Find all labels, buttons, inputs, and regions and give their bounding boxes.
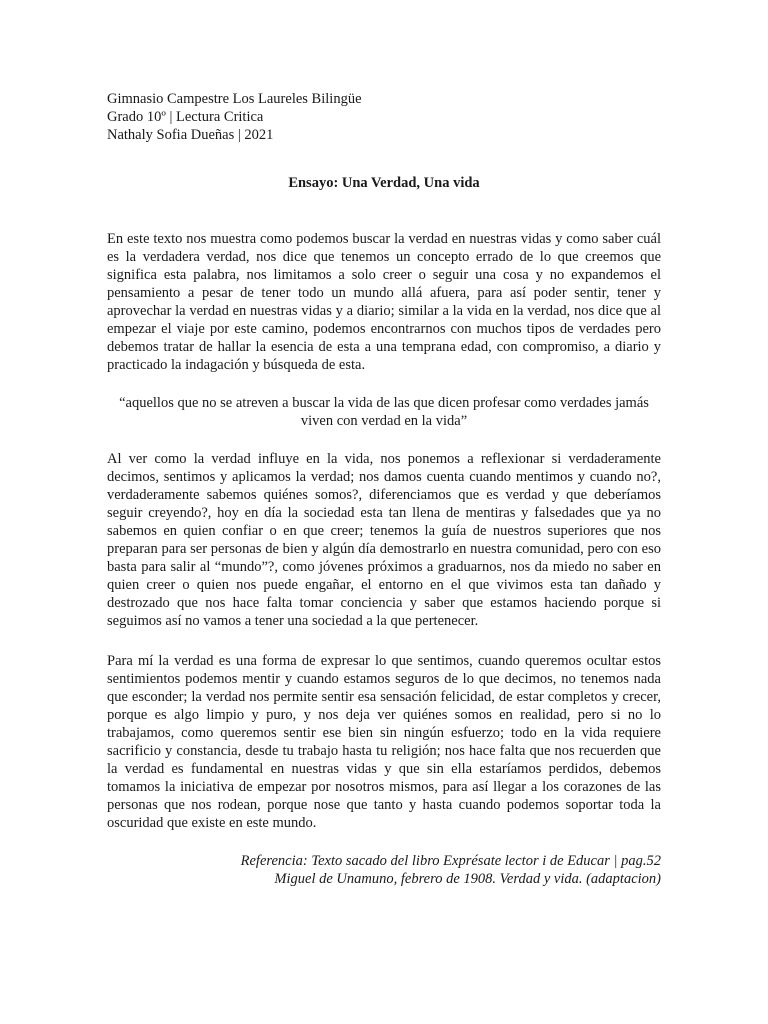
school-name: Gimnasio Campestre Los Laureles Bilingüe: [107, 91, 362, 107]
grade-line: Grado 10º | Lectura Critica: [107, 109, 264, 125]
reference-line-1: Referencia: Texto sacado del libro Exprésate lector i de Educar | pag.52: [240, 853, 661, 869]
reference: [107, 852, 661, 888]
paragraph-1: En este texto nos muestra como podemos buscar la verdad en nuestras vidas y como saber cuál es la verdadera verdad, nos dice que tenemos un concepto errado de lo que creemos que significa esta palabra, nos limitamos a solo creer o seguir una cosa y no expandemos el pensamiento a pesar de tener todo un mundo allá afuera, para así poder sentir, tener y aprovechar la verdad en nuestras vidas y a diario; similar a la vida en la verdad, nos dice que al empezar el viaje por este camino, podemos encontrarnos con muchos tipos de verdades pero debemos tratar de hallar la esencia de esta a una temprana edad, con compromiso, a diario y practicado la indagación y búsqueda de esta.: [107, 231, 661, 373]
quote: “aquellos que no se atreven a buscar la vida de las que dicen profesar como verdades jamás viven con verdad en la vida”: [119, 395, 649, 429]
reference-line-2: Miguel de Unamuno, febrero de 1908. Verdad y vida. (adaptacion): [274, 871, 661, 887]
paragraph-2: Al ver como la verdad influye en la vida, nos ponemos a reflexionar si verdaderamente decimos, sentimos y aplicamos la verdad; nos damos cuenta cuando mentimos y cuando no?, verdaderamente sabemos quiénes somos?, diferenciamos que es verdad y que deberíamos seguir creyendo?, hoy en día la sociedad esta tan llena de mentiras y falsedades que ya no sabemos en quien confiar o en que creer; tenemos la guía de nuestros superiores que nos preparan para ser personas de bien y algún día demostrarlo en nuestra comunidad, pero con eso basta para salir al “mundo”?, como jóvenes próximos a graduarnos, nos da miedo no saber en quien creer o quien nos puede engañar, el entorno en el que vivimos esta tan dañado y destrozado que nos hace falta tomar conciencia y saber que estamos haciendo porque si seguimos así no vamos a tener una sociedad a la que pertenecer.: [107, 451, 661, 629]
paragraph-3: Para mí la verdad es una forma de expresar lo que sentimos, cuando queremos ocultar estos sentimientos podemos mentir y cuando estamos seguros de lo que decimos, no tenemos nada que esconder; la verdad nos permite sentir esa sensación felicidad, de estar completos y crecer, porque es algo limpio y puro, y nos deja ver quiénes somos en realidad, pero si no lo trabajamos, como queremos sentir ese bien sin ningún esfuerzo; todo en la vida requiere sacrificio y constancia, desde tu trabajo hasta tu religión; nos hace falta que nos recuerden que la verdad es fundamental en nuestras vidas y que sin ella estaríamos perdidos, debemos tomamos la iniciativa de empezar por nosotros mismos, para así llegar a los corazones de las personas que nos rodean, porque nose que tanto y hasta cuando podemos soportar toda la oscuridad que existe en este mundo.: [107, 653, 661, 831]
essay-title: Ensayo: Una Verdad, Una vida: [288, 175, 480, 191]
author-line: Nathaly Sofia Dueñas | 2021: [107, 127, 274, 143]
